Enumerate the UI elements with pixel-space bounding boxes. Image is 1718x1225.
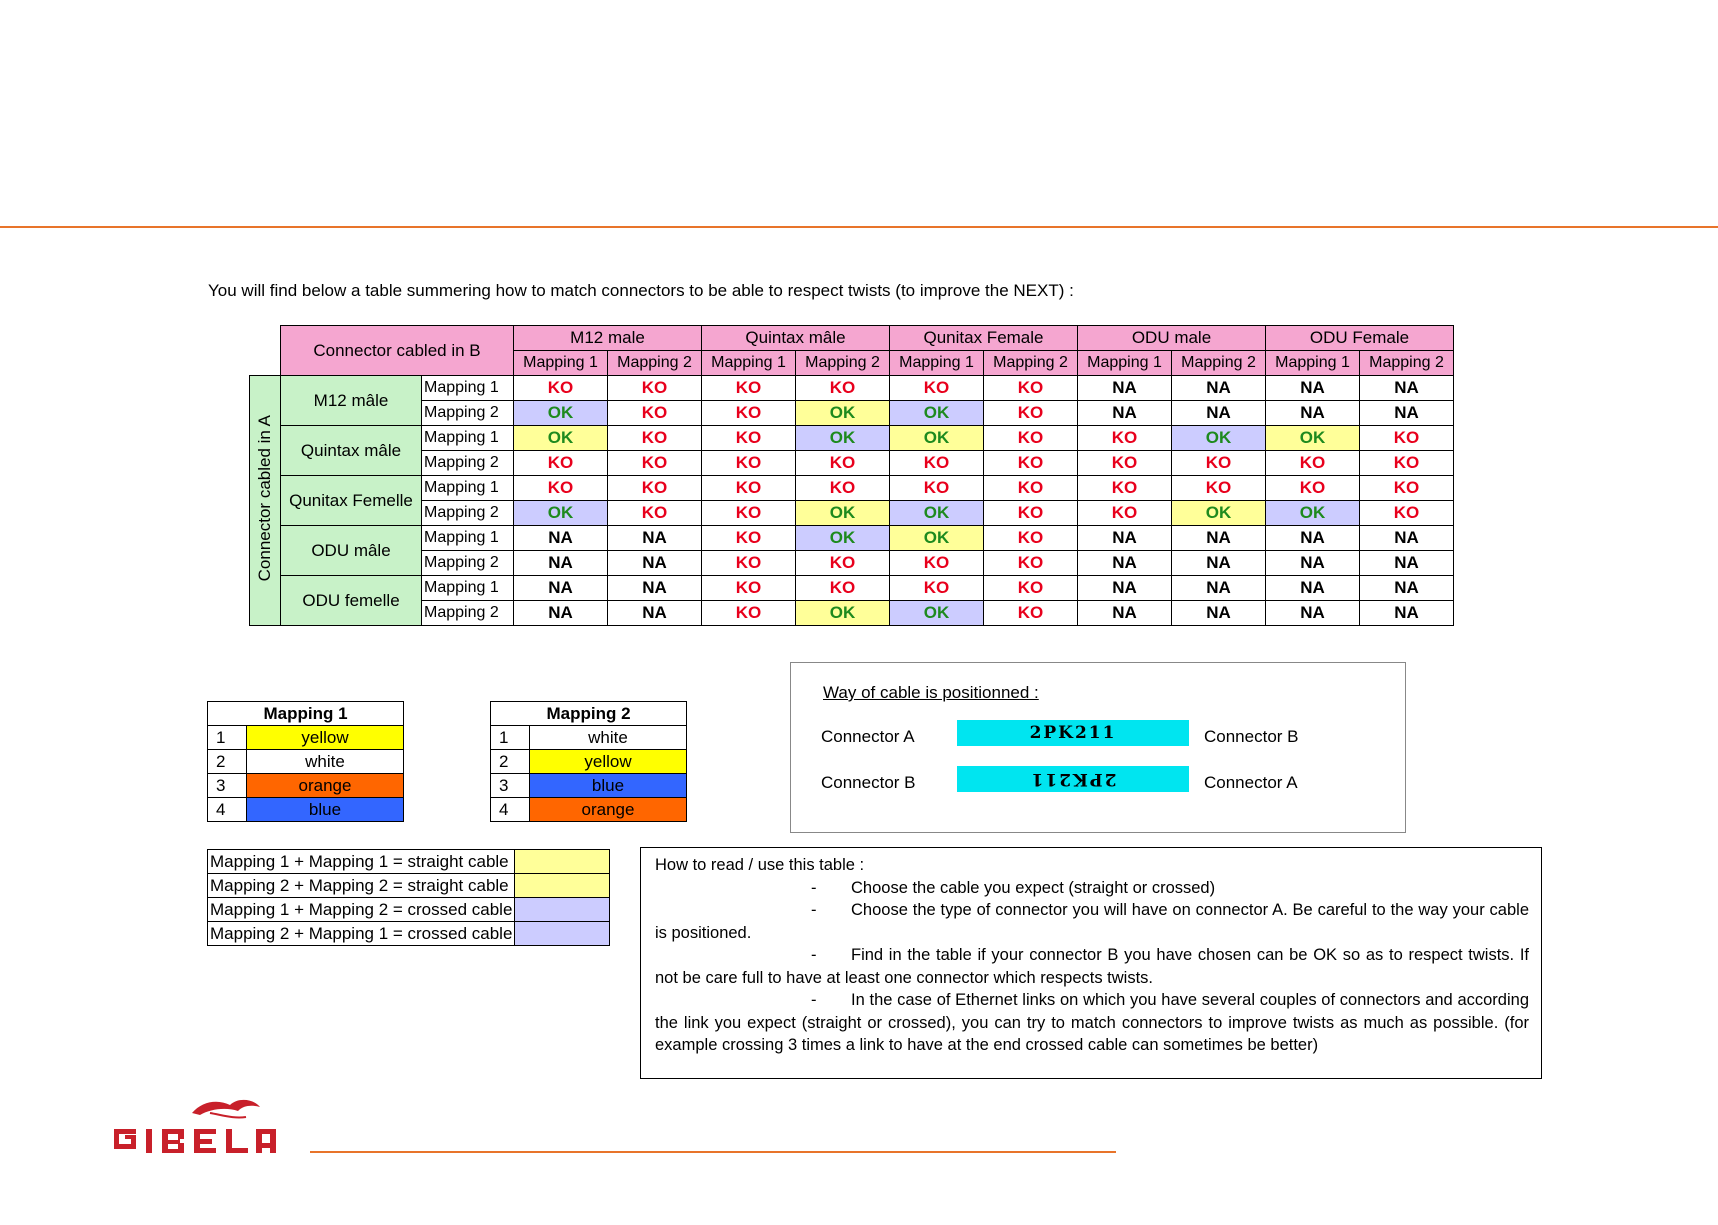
matrix-row [250, 451, 1454, 476]
row-mapping-label: Mapping 2 [422, 451, 514, 476]
status-cell: KO [890, 551, 984, 576]
status-cell: KO [702, 376, 796, 401]
status-cell: KO [984, 576, 1078, 601]
col-sub-header: Mapping 2 [796, 351, 890, 376]
col-sub-header: Mapping 2 [1172, 351, 1266, 376]
header-rule [0, 226, 1718, 228]
status-cell: NA [608, 551, 702, 576]
cable-row1-right: Connector B [1204, 727, 1299, 746]
wire-color: blue [247, 798, 404, 822]
cable-position-box [790, 662, 1406, 833]
status-cell: KO [1172, 451, 1266, 476]
matrix-corner: Connector cabled in B [281, 326, 514, 376]
status-cell: NA [1360, 576, 1454, 601]
status-cell: KO [514, 476, 608, 501]
status-cell: NA [1172, 401, 1266, 426]
status-cell: OK [796, 426, 890, 451]
status-cell: KO [984, 501, 1078, 526]
status-cell: KO [702, 576, 796, 601]
status-cell: KO [1078, 476, 1172, 501]
status-cell: NA [514, 551, 608, 576]
status-cell: KO [1078, 501, 1172, 526]
status-cell: NA [1172, 601, 1266, 626]
status-cell: KO [984, 476, 1078, 501]
row-mapping-label: Mapping 2 [422, 551, 514, 576]
legend-swatch [515, 922, 610, 946]
matrix-row [250, 476, 1454, 501]
wire-color: white [247, 750, 404, 774]
col-sub-header: Mapping 1 [514, 351, 608, 376]
status-cell: KO [890, 451, 984, 476]
status-cell: NA [1360, 526, 1454, 551]
status-cell: KO [984, 451, 1078, 476]
status-cell: KO [702, 426, 796, 451]
row-mapping-label: Mapping 2 [422, 601, 514, 626]
legend-text: Mapping 2 + Mapping 2 = straight cable [208, 874, 515, 898]
status-cell: NA [1078, 376, 1172, 401]
status-cell: KO [1360, 501, 1454, 526]
row-group-header: Quintax mâle [281, 426, 422, 476]
status-cell: NA [1078, 526, 1172, 551]
intro-text: You will find below a table summering how to match connectors to be able to respect twists (to improve the NEXT) : [208, 281, 1074, 300]
status-cell: KO [608, 426, 702, 451]
status-cell: KO [796, 551, 890, 576]
matrix-row [250, 526, 1454, 551]
row-group-header: Qunitax Femelle [281, 476, 422, 526]
col-sub-header: Mapping 2 [1360, 351, 1454, 376]
matrix-row [250, 426, 1454, 451]
status-cell: NA [1360, 601, 1454, 626]
status-cell: KO [890, 476, 984, 501]
row-mapping-label: Mapping 2 [422, 401, 514, 426]
status-cell: NA [1360, 401, 1454, 426]
pin-number: 2 [208, 750, 247, 774]
matrix-row [250, 576, 1454, 601]
status-cell: OK [890, 401, 984, 426]
status-cell: NA [1266, 401, 1360, 426]
col-sub-header: Mapping 1 [1266, 351, 1360, 376]
mapping2-title: Mapping 2 [491, 702, 687, 726]
status-cell: KO [984, 601, 1078, 626]
status-cell: NA [608, 576, 702, 601]
status-cell: KO [1266, 476, 1360, 501]
status-cell: NA [514, 601, 608, 626]
legend-swatch [515, 874, 610, 898]
status-cell: OK [796, 526, 890, 551]
col-group-header: Qunitax Female [890, 326, 1078, 351]
status-cell: KO [890, 576, 984, 601]
status-cell: OK [796, 601, 890, 626]
col-sub-header: Mapping 1 [890, 351, 984, 376]
status-cell: OK [796, 401, 890, 426]
wire-color: blue [530, 774, 687, 798]
col-group-header: ODU male [1078, 326, 1266, 351]
legend-swatch [515, 850, 610, 874]
status-cell: KO [514, 451, 608, 476]
status-cell: NA [608, 526, 702, 551]
cable-row1-left: Connector A [821, 727, 915, 746]
matrix-row [250, 501, 1454, 526]
status-cell: KO [702, 401, 796, 426]
pin-number: 1 [208, 726, 247, 750]
cable-legend [207, 849, 610, 946]
how-to-box [640, 847, 1542, 1079]
how-to-item: - Choose the cable you expect (straight or crossed) [811, 878, 1216, 897]
status-cell: OK [890, 501, 984, 526]
status-cell: KO [1360, 476, 1454, 501]
col-sub-header: Mapping 2 [608, 351, 702, 376]
row-mapping-label: Mapping 1 [422, 376, 514, 401]
status-cell: NA [1360, 551, 1454, 576]
status-cell: OK [890, 426, 984, 451]
pin-number: 1 [491, 726, 530, 750]
status-cell: KO [796, 476, 890, 501]
cable-position-title: Way of cable is positionned : [823, 683, 1039, 702]
status-cell: OK [890, 601, 984, 626]
status-cell: NA [1078, 576, 1172, 601]
mapping1-title: Mapping 1 [208, 702, 404, 726]
status-cell: KO [702, 451, 796, 476]
col-group-header: Quintax mâle [702, 326, 890, 351]
status-cell: KO [796, 576, 890, 601]
logo-bird-icon [192, 1100, 260, 1115]
status-cell: KO [1078, 426, 1172, 451]
status-cell: KO [608, 401, 702, 426]
status-cell: KO [984, 526, 1078, 551]
status-cell: OK [514, 501, 608, 526]
status-cell: NA [1078, 401, 1172, 426]
pin-number: 4 [208, 798, 247, 822]
row-mapping-label: Mapping 1 [422, 426, 514, 451]
status-cell: OK [514, 401, 608, 426]
status-cell: KO [608, 476, 702, 501]
row-mapping-label: Mapping 2 [422, 501, 514, 526]
status-cell: KO [514, 376, 608, 401]
pin-number: 2 [491, 750, 530, 774]
wire-color: white [530, 726, 687, 750]
pin-number: 3 [208, 774, 247, 798]
status-cell: NA [608, 601, 702, 626]
row-group-header: M12 mâle [281, 376, 422, 426]
status-cell: NA [1172, 576, 1266, 601]
row-group-header: ODU mâle [281, 526, 422, 576]
matrix-row [250, 401, 1454, 426]
connector-matrix [249, 325, 1454, 626]
status-cell: KO [984, 376, 1078, 401]
col-sub-header: Mapping 1 [1078, 351, 1172, 376]
status-cell: KO [1266, 451, 1360, 476]
status-cell: OK [890, 526, 984, 551]
row-group-header: ODU femelle [281, 576, 422, 626]
logo-wordmark [114, 1129, 276, 1153]
matrix-row [250, 601, 1454, 626]
status-cell: NA [514, 576, 608, 601]
status-cell: OK [514, 426, 608, 451]
status-cell: KO [608, 451, 702, 476]
col-group-header: M12 male [514, 326, 702, 351]
status-cell: OK [1266, 426, 1360, 451]
status-cell: KO [890, 376, 984, 401]
col-group-header: ODU Female [1266, 326, 1454, 351]
row-mapping-label: Mapping 1 [422, 476, 514, 501]
status-cell: KO [702, 501, 796, 526]
status-cell: OK [1266, 501, 1360, 526]
status-cell: NA [1172, 526, 1266, 551]
status-cell: KO [984, 426, 1078, 451]
status-cell: KO [1360, 426, 1454, 451]
status-cell: KO [984, 551, 1078, 576]
status-cell: KO [702, 601, 796, 626]
status-cell: KO [1172, 476, 1266, 501]
matrix-row [250, 376, 1454, 401]
footer-rule [310, 1151, 1116, 1153]
status-cell: KO [1360, 451, 1454, 476]
matrix-row [250, 551, 1454, 576]
status-cell: NA [1172, 551, 1266, 576]
status-cell: NA [514, 526, 608, 551]
status-cell: KO [796, 451, 890, 476]
row-axis-label: Connector cabled in A [250, 376, 281, 626]
status-cell: NA [1078, 551, 1172, 576]
how-to-item: - In the case of Ethernet links on which you have several couples of connectors and according the link you expect (straight or crossed), you can try to match connectors to improve twists as much as possible. (for example crossing 3 times a link to have at the end crossed cable can sometimes be better) [655, 991, 1529, 1054]
status-cell: OK [1172, 426, 1266, 451]
cable-row2-left: Connector B [821, 773, 916, 792]
status-cell: NA [1172, 376, 1266, 401]
status-cell: NA [1266, 551, 1360, 576]
status-cell: NA [1266, 576, 1360, 601]
status-cell: KO [984, 401, 1078, 426]
wire-color: yellow [530, 750, 687, 774]
status-cell: OK [796, 501, 890, 526]
status-cell: NA [1078, 601, 1172, 626]
how-to-item: - Choose the type of connector you will have on connector A. Be careful to the way your cable is positioned. [655, 901, 1529, 942]
status-cell: NA [1360, 376, 1454, 401]
status-cell: NA [1266, 376, 1360, 401]
gibela-logo [106, 1093, 282, 1157]
status-cell: NA [1266, 526, 1360, 551]
status-cell: KO [608, 501, 702, 526]
mapping2-table [490, 701, 687, 822]
legend-swatch [515, 898, 610, 922]
wire-color: yellow [247, 726, 404, 750]
status-cell: KO [702, 526, 796, 551]
how-to-item: - Find in the table if your connector B you have chosen can be OK so as to respect twists. If not be care full to have at least one connector which respects twists. [655, 946, 1529, 987]
status-cell: OK [1172, 501, 1266, 526]
wire-color: orange [247, 774, 404, 798]
status-cell: KO [702, 476, 796, 501]
status-cell: KO [702, 551, 796, 576]
cable-row2-right: Connector A [1204, 773, 1298, 792]
row-mapping-label: Mapping 1 [422, 526, 514, 551]
cable-row1-label: 2PK211 [957, 720, 1189, 746]
how-to-title: How to read / use this table : [655, 856, 865, 874]
mapping1-table [207, 701, 404, 822]
wire-color: orange [530, 798, 687, 822]
cable-row2-label: 2PK211 [957, 766, 1189, 792]
status-cell: KO [796, 376, 890, 401]
legend-text: Mapping 1 + Mapping 1 = straight cable [208, 850, 515, 874]
col-sub-header: Mapping 2 [984, 351, 1078, 376]
status-cell: NA [1266, 601, 1360, 626]
svg-text:GIBELA: GIBELA [106, 1093, 110, 1094]
row-mapping-label: Mapping 1 [422, 576, 514, 601]
pin-number: 3 [491, 774, 530, 798]
legend-text: Mapping 2 + Mapping 1 = crossed cable [208, 922, 515, 946]
col-sub-header: Mapping 1 [702, 351, 796, 376]
legend-text: Mapping 1 + Mapping 2 = crossed cable [208, 898, 515, 922]
status-cell: KO [608, 376, 702, 401]
pin-number: 4 [491, 798, 530, 822]
status-cell: KO [1078, 451, 1172, 476]
